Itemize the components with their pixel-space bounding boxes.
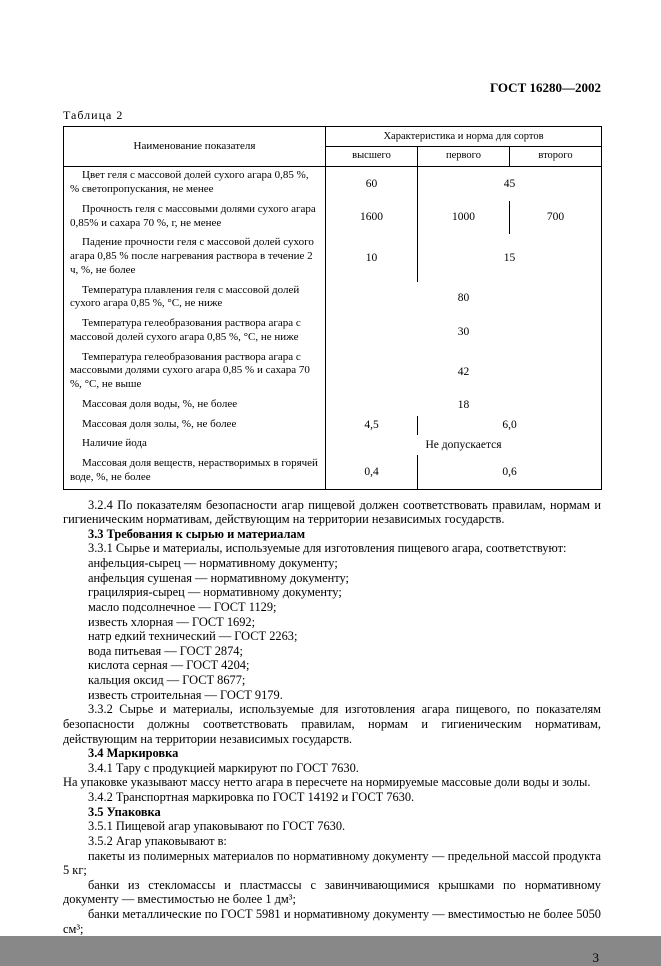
paragraph: 3.3.1 Сырье и материалы, используемые для изготовления пищевого агара, соответствуют: (88, 541, 567, 556)
row-value: 700 (510, 201, 602, 235)
table-row (64, 416, 602, 436)
column-header-grade-highest: высшего (326, 147, 418, 167)
paragraph: На упаковке указывают массу нетто агара в пересчете на нормируемые массовые доли воды и золы. (63, 775, 591, 790)
section-heading: 3.3 Требования к сырью и материалам (88, 526, 306, 541)
row-name: Температура гелеобразования раствора агара с массовыми долями сухого агара 0,85 % и сахара 70 %, °С, не выше (70, 350, 310, 390)
body-text (63, 498, 601, 937)
row-value: Не допускается (326, 435, 602, 455)
row-value: 30 (326, 315, 602, 349)
column-header-grade-second: второго (510, 147, 602, 167)
row-name: Массовая доля веществ, нерастворимых в горячей воде, %, не более (70, 457, 318, 483)
table-caption: Таблица 2 (63, 108, 124, 122)
list-item: анфельция-сырец — нормативному документу; (88, 556, 338, 570)
table-row (64, 455, 602, 489)
row-name: Падение прочности геля с массовой долей сухого агара 0,85 % после нагревания раствора в течение 2 ч, %, не более (70, 236, 314, 276)
table-row (64, 201, 602, 235)
list-item: кислота серная — ГОСТ 4204; (88, 658, 250, 673)
list-item: натр едкий технический — ГОСТ 2263; (88, 629, 298, 644)
page-number: 3 (592, 950, 599, 966)
table-row (64, 349, 602, 396)
row-value: 42 (326, 349, 602, 396)
row-value: 1000 (418, 201, 510, 235)
row-value: 60 (326, 167, 418, 201)
row-value: 0,4 (326, 455, 418, 489)
row-name: Наличие йода (82, 437, 147, 450)
row-value: 18 (326, 396, 602, 416)
row-value: 6,0 (418, 416, 602, 436)
column-header-grade-first: первого (418, 147, 510, 167)
paragraph: пакеты из полимерных материалов по нормативному документу — предельной массой продукта 5 кг; (63, 848, 601, 878)
table-2 (63, 126, 602, 490)
list-item: масло подсолнечное — ГОСТ 1129; (88, 599, 277, 614)
list-item: анфельция сушеная — нормативному документу; (88, 570, 350, 585)
row-value: 45 (418, 167, 602, 201)
row-name: Прочность геля с массовыми долями сухого агара 0,85% и сахара 70 %, г, не менее (70, 202, 316, 229)
table-row (64, 315, 602, 349)
list-item: известь хлорная — ГОСТ 1692; (88, 614, 256, 629)
table-header-row (64, 127, 602, 147)
row-value: 1600 (326, 201, 418, 235)
paragraph: 3.2.4 По показателям безопасности агар пищевой должен соответствовать правилам, нормам и гигиеническим нормативам, действующим на территории независимых государств. (63, 497, 601, 527)
list-item: грацилярия-сырец — нормативному документу; (88, 585, 342, 600)
paragraph: 3.4.2 Транспортная маркировка по ГОСТ 14192 и ГОСТ 7630. (88, 790, 415, 804)
row-value: 0,6 (418, 455, 602, 489)
row-name: Цвет геля с массовой долей сухого агара 0,85 %, % светопропускания, не менее (70, 169, 309, 195)
row-value: 80 (326, 282, 602, 316)
table-row (64, 396, 602, 416)
row-name: Массовая доля золы, %, не более (82, 417, 237, 430)
row-name: Температура плавления геля с массовой долей сухого агара 0,85 %, °С, не ниже (70, 283, 300, 310)
paragraph: 3.5.1 Пищевой агар упаковывают по ГОСТ 7630. (88, 819, 346, 834)
document-title: ГОСТ 16280—2002 (489, 80, 601, 95)
paragraph: банки из стекломассы и пластмассы с завинчивающимися крышками по нормативному документу — вместимостью не более 1 дм³; (63, 877, 601, 907)
paragraph: 3.3.2 Сырье и материалы, используемые для изготовления агара пищевого, по показателям безопасности должны соответствовать правилам, нормам и гигиеническим нормативам, действующим на территории независимых государств. (63, 702, 601, 746)
column-header-name: Наименование показателя (64, 127, 326, 167)
table-row (64, 234, 602, 281)
table-row (64, 282, 602, 316)
list-item: кальция оксид — ГОСТ 8677; (88, 673, 246, 687)
list-item: вода питьевая — ГОСТ 2874; (88, 643, 243, 658)
table-row (64, 167, 602, 201)
section-heading: 3.4 Маркировка (88, 746, 179, 761)
list-item: известь строительная — ГОСТ 9179. (88, 687, 283, 702)
paragraph: 3.4.1 Тару с продукцией маркируют по ГОСТ 7630. (88, 760, 359, 775)
section-heading: 3.5 Упаковка (88, 804, 161, 819)
paragraph: банки металлические по ГОСТ 5981 и нормативному документу — вместимостью не более 5050 см³; (63, 907, 601, 936)
row-value: 15 (418, 234, 602, 281)
row-value: 10 (326, 234, 418, 281)
row-value: 4,5 (326, 416, 418, 436)
column-header-group: Характеристика и норма для сортов (326, 127, 602, 147)
row-name: Температура гелеобразования раствора агара с массовой долей сухого агара 0,85 %, °С, не ниже (70, 317, 301, 343)
paragraph: 3.5.2 Агар упаковывают в: (88, 833, 227, 848)
row-name: Массовая доля воды, %, не более (82, 397, 238, 410)
table-row (64, 435, 602, 455)
